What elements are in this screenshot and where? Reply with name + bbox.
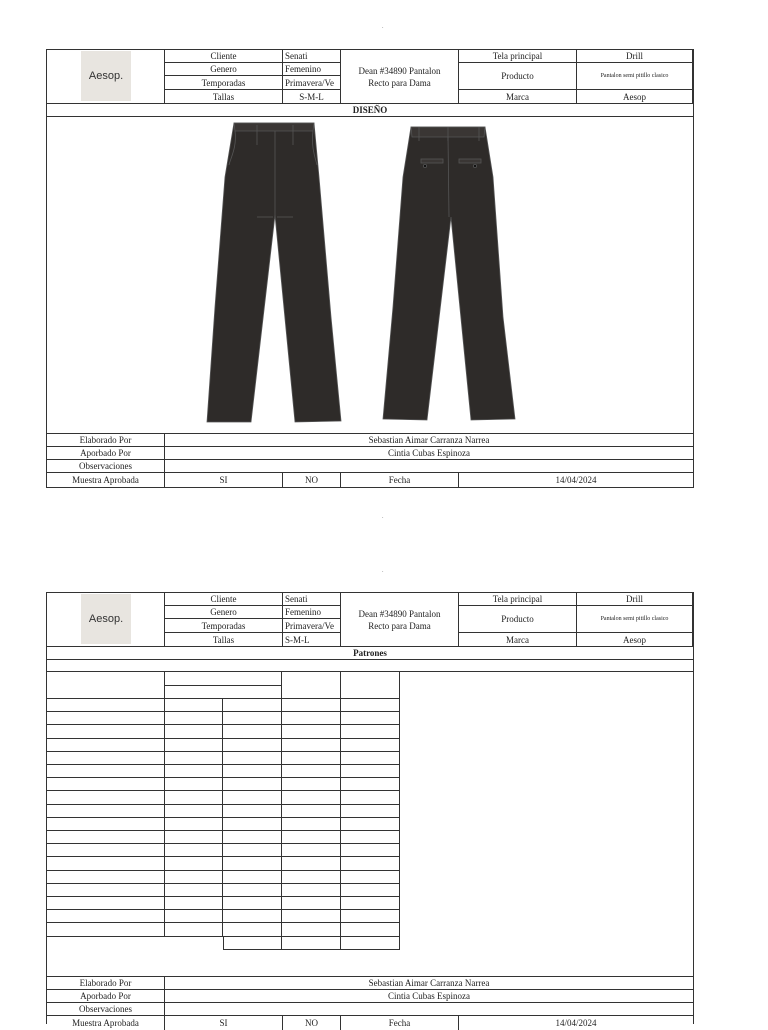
client-label: Cliente (165, 593, 283, 606)
pattern-cell (282, 739, 341, 752)
fabric-value: Drill (577, 50, 693, 63)
pattern-cell (47, 844, 165, 857)
pattern-cell (341, 910, 400, 923)
pattern-cell (341, 923, 400, 936)
pattern-cell (47, 923, 165, 936)
pattern-cell (223, 831, 282, 844)
pattern-cell (47, 752, 165, 765)
pattern-cell (47, 897, 165, 910)
season-label: Temporadas (165, 619, 283, 633)
gender-label: Genero (165, 606, 283, 619)
page-mark: . (382, 514, 384, 520)
pattern-cell (223, 712, 282, 725)
pattern-cell (223, 791, 282, 804)
date-label: Fecha (341, 473, 459, 487)
pattern-cell (341, 884, 400, 897)
pattern-cell (165, 910, 223, 923)
pattern-cell (341, 818, 400, 831)
fabric-value: Drill (577, 593, 693, 606)
tech-sheet-design (46, 49, 694, 488)
client-value: Senati (283, 50, 341, 63)
pattern-cell (282, 778, 341, 791)
season-label: Temporadas (165, 76, 283, 90)
pattern-cell (223, 739, 282, 752)
pattern-cell (223, 725, 282, 738)
pattern-cell (223, 871, 282, 884)
brand-logo: Aesop. (81, 51, 131, 101)
pattern-cell (47, 672, 165, 699)
pattern-cell (165, 672, 282, 686)
pattern-cell (223, 818, 282, 831)
pattern-cell (341, 897, 400, 910)
made-by-label: Elaborado Por (47, 977, 165, 990)
sample-no: NO (283, 473, 341, 487)
pattern-cell (165, 752, 223, 765)
section-title-patterns: Patrones (47, 647, 693, 660)
pattern-cell (165, 725, 223, 738)
brand-value: Aesop (577, 633, 693, 647)
pattern-cell (223, 884, 282, 897)
brand-value: Aesop (577, 90, 693, 104)
pattern-cell (282, 897, 341, 910)
pattern-cell (341, 699, 400, 712)
pattern-cell (223, 844, 282, 857)
pattern-cell (165, 778, 223, 791)
pattern-cell (47, 857, 165, 870)
pattern-cell (282, 699, 341, 712)
pattern-cell (282, 818, 341, 831)
pattern-cell (223, 778, 282, 791)
design-drawing (47, 117, 693, 434)
pattern-cell (223, 937, 282, 950)
sample-approved-label: Muestra Aprobada (47, 1016, 165, 1030)
product-label: Producto (459, 606, 577, 633)
pattern-cell (165, 739, 223, 752)
pattern-cell (282, 805, 341, 818)
page-mark: . (382, 568, 384, 574)
pattern-cell (165, 871, 223, 884)
pattern-cell (282, 752, 341, 765)
pattern-cell (165, 765, 223, 778)
date-label: Fecha (341, 1016, 459, 1030)
sample-approved-label: Muestra Aprobada (47, 473, 165, 487)
pattern-cell (341, 712, 400, 725)
pattern-cell (47, 765, 165, 778)
pattern-cell (341, 672, 400, 699)
product-name: Dean #34890 Pantalon Recto para Dama (341, 50, 459, 104)
pattern-cell (341, 765, 400, 778)
pattern-cell (223, 923, 282, 936)
pattern-cell (282, 712, 341, 725)
observations-value (165, 1003, 693, 1016)
pattern-cell (341, 805, 400, 818)
season-value: Primavera/Ve (283, 619, 341, 633)
pants-front-view (207, 123, 341, 422)
pattern-cell (165, 791, 223, 804)
client-value: Senati (283, 593, 341, 606)
season-value: Primavera/Ve (283, 76, 341, 90)
pattern-cell (282, 791, 341, 804)
pattern-cell (341, 752, 400, 765)
pattern-cell (282, 857, 341, 870)
pattern-cell (47, 871, 165, 884)
pattern-cell (47, 778, 165, 791)
fabric-label: Tela principal (459, 50, 577, 63)
pattern-cell (341, 937, 400, 950)
pattern-cell (165, 831, 223, 844)
pattern-cell (47, 791, 165, 804)
pattern-cell (282, 844, 341, 857)
approved-by-label: Aporbado Por (47, 447, 165, 460)
pattern-cell (223, 897, 282, 910)
logo-cell (47, 593, 165, 647)
pattern-cell (165, 857, 223, 870)
gender-value: Femenino (283, 606, 341, 619)
tech-sheet-patterns (46, 592, 694, 1028)
gender-value: Femenino (283, 63, 341, 76)
pattern-cell (282, 672, 341, 699)
pattern-cell (282, 884, 341, 897)
pattern-cell (341, 739, 400, 752)
product-value: Pantalon semi pitillo clasico (577, 606, 693, 633)
pattern-cell (47, 699, 165, 712)
section-title-design: DISEÑO (47, 104, 693, 117)
brand-logo: Aesop. (81, 594, 131, 644)
date-value: 14/04/2024 (555, 1018, 597, 1028)
pattern-cell (341, 791, 400, 804)
pattern-cell (282, 910, 341, 923)
pattern-cell (341, 725, 400, 738)
made-by-label: Elaborado Por (47, 434, 165, 447)
gender-label: Genero (165, 63, 283, 76)
pattern-cell (165, 897, 223, 910)
pattern-cell (223, 699, 282, 712)
made-by-value: Sebastian Aimar Carranza Narrea (165, 977, 693, 990)
sample-yes: SI (165, 1016, 283, 1030)
size-label: Tallas (165, 633, 283, 647)
sample-yes: SI (165, 473, 283, 487)
pattern-cell (47, 712, 165, 725)
sample-no: NO (283, 1016, 341, 1030)
pattern-cell (223, 765, 282, 778)
fabric-label: Tela principal (459, 593, 577, 606)
pattern-cell (165, 884, 223, 897)
page-mark: . (382, 24, 384, 30)
pattern-cell (341, 778, 400, 791)
pattern-cell (341, 871, 400, 884)
patterns-spacer-row (47, 660, 693, 672)
product-name: Dean #34890 Pantalon Recto para Dama (341, 593, 459, 647)
client-label: Cliente (165, 50, 283, 63)
pattern-cell (165, 818, 223, 831)
observations-value (165, 460, 693, 473)
pattern-cell (165, 805, 223, 818)
observations-label: Observaciones (47, 460, 165, 473)
patterns-area (47, 660, 693, 977)
size-value: S-M-L (283, 633, 341, 647)
pattern-cell (165, 844, 223, 857)
pattern-cell (341, 831, 400, 844)
made-by-value: Sebastian Aimar Carranza Narrea (165, 434, 693, 447)
pattern-cell (165, 686, 282, 699)
pattern-cell (282, 871, 341, 884)
approved-by-value: Cintia Cubas Espinoza (165, 447, 693, 460)
pattern-cell (165, 923, 223, 936)
pattern-cell (47, 884, 165, 897)
product-value: Pantalon semi pitillo clasico (577, 63, 693, 90)
pattern-cell (165, 712, 223, 725)
pattern-cell (47, 725, 165, 738)
pattern-cell (223, 805, 282, 818)
size-label: Tallas (165, 90, 283, 104)
pattern-cell (282, 923, 341, 936)
pattern-cell (282, 765, 341, 778)
pattern-cell (341, 844, 400, 857)
pattern-cell (47, 910, 165, 923)
pattern-cell (341, 857, 400, 870)
pattern-cell (47, 739, 165, 752)
product-label: Producto (459, 63, 577, 90)
pattern-cell (47, 805, 165, 818)
logo-cell (47, 50, 165, 104)
pattern-cell (47, 831, 165, 844)
size-value: S-M-L (283, 90, 341, 104)
pattern-cell (282, 831, 341, 844)
pattern-cell (282, 937, 341, 950)
pattern-cell (223, 752, 282, 765)
brand-label: Marca (459, 633, 577, 647)
pants-illustration (47, 117, 693, 434)
pattern-cell (47, 818, 165, 831)
observations-label: Observaciones (47, 1003, 165, 1016)
approved-by-value: Cintia Cubas Espinoza (165, 990, 693, 1003)
pattern-cell (223, 857, 282, 870)
pattern-cell (165, 699, 223, 712)
pattern-cell (282, 725, 341, 738)
brand-label: Marca (459, 90, 577, 104)
date-value: 14/04/2024 (555, 475, 597, 485)
approved-by-label: Aporbado Por (47, 990, 165, 1003)
pattern-cell (223, 910, 282, 923)
pants-back-view (383, 127, 515, 420)
